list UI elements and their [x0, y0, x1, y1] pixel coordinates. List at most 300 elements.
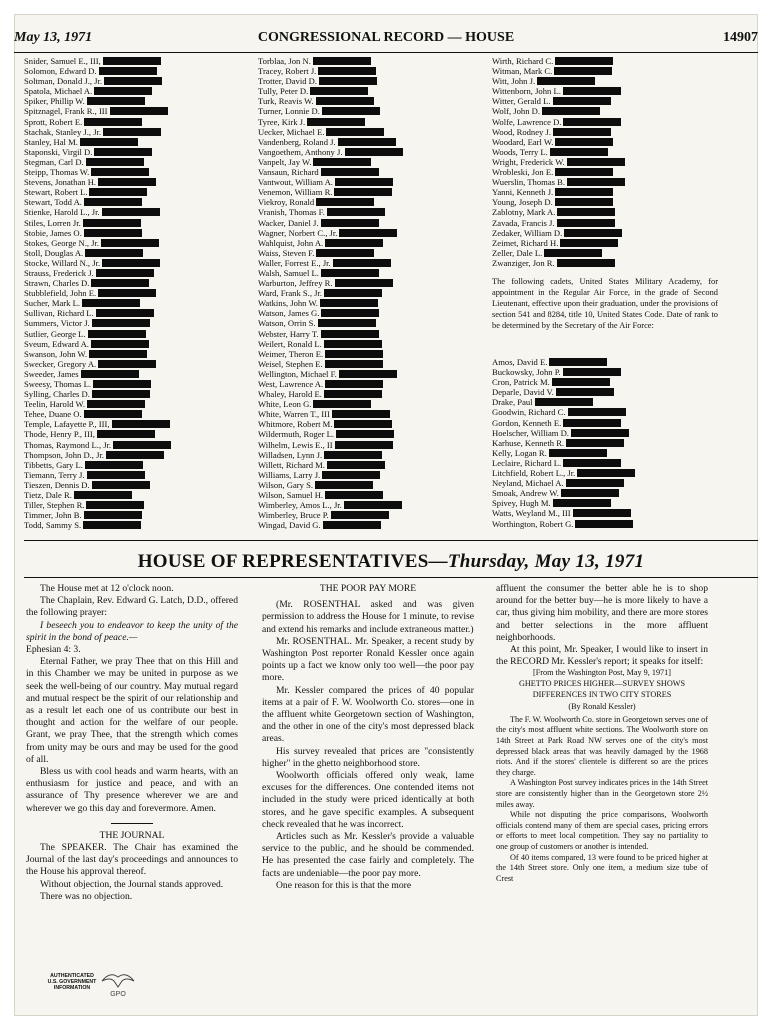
nominee-name: Stevens, Jonathan H. — [24, 177, 97, 188]
nominee-name: Thompson, John D., Jr. — [24, 449, 104, 460]
nominee-name: Zeimet, Richard H. — [492, 237, 559, 248]
nominee-entry — [492, 428, 722, 438]
redacted-ssn — [98, 289, 156, 297]
nominee-name: Sprott, Robert E. — [24, 116, 83, 127]
article-paragraph: A Washington Post survey indicates prices in the 14th Street store are consistently higher than in the Georgetown store 2½ miles away. — [496, 778, 708, 809]
nominee-entry — [258, 329, 488, 339]
nominee-name: Snider, Samuel E., III, — [24, 56, 101, 66]
nominee-name: Goodwin, Richard C. — [492, 407, 566, 418]
nominee-name: Sweeder, James — [24, 368, 79, 379]
redacted-ssn — [563, 118, 621, 126]
nominee-name: Walsh, Samuel L. — [258, 267, 319, 278]
nominee-entry — [24, 187, 234, 197]
nominee-name: Sylling, Charles D. — [24, 389, 90, 400]
nominee-name: Gordon, Kenneth E. — [492, 417, 562, 428]
nominee-name: Williams, Larry J. — [258, 469, 321, 480]
redacted-ssn — [564, 229, 622, 237]
nominee-name: Vanpelt, Jay W. — [258, 156, 312, 167]
nominee-name: Tyree, Kirk J. — [258, 116, 306, 127]
gpo-authentication-stamp — [40, 961, 150, 1007]
redacted-ssn — [335, 441, 393, 449]
redacted-ssn — [84, 229, 142, 237]
nominee-name: Drake, Paul — [492, 397, 533, 408]
nominee-name: Waller, Forrest E., Jr. — [258, 257, 331, 268]
nominee-name: Turner, Lonnie D. — [258, 106, 320, 117]
redacted-ssn — [555, 168, 613, 176]
scripture-quote: I beseech you to endeavor to keep the unity of the spirit in the bond of peace.— — [26, 619, 238, 643]
nominee-name: Swecker, Gregory A. — [24, 358, 97, 369]
header-page-number: 14907 — [723, 30, 758, 45]
redacted-ssn — [563, 87, 621, 95]
nominee-entry — [24, 450, 234, 460]
nominee-name: Woods, Terry L. — [492, 146, 548, 157]
nominee-entry — [258, 137, 488, 147]
nominee-name: Woodard, Earl W. — [492, 136, 554, 147]
redacted-ssn — [94, 148, 152, 156]
nominee-name: Neyland, Michael A. — [492, 478, 564, 489]
nominee-entry — [24, 510, 234, 520]
redacted-ssn — [310, 87, 368, 95]
nominee-entry — [258, 147, 488, 157]
nominee-name: Deparle, David V. — [492, 387, 554, 398]
nominee-entry — [258, 127, 488, 137]
nominee-entry — [24, 177, 234, 187]
redacted-ssn — [332, 410, 390, 418]
nominee-entry — [258, 298, 488, 308]
redacted-ssn — [320, 299, 378, 307]
nominee-name: Tibbetts, Gary L. — [24, 459, 83, 470]
nominee-name: Worthington, Robert G. — [492, 518, 574, 529]
nominee-name: Tully, Peter D. — [258, 86, 309, 97]
nominee-name: Buckowsky, John P. — [492, 367, 561, 378]
nominee-name: Wood, Rodney J. — [492, 126, 551, 137]
redacted-ssn — [327, 208, 385, 216]
nominee-name: Vandenberg, Roland J. — [258, 136, 336, 147]
nominee-name: Whitmore, Robert M. — [258, 419, 333, 430]
nominee-name: Watson, James G. — [258, 308, 320, 319]
redacted-ssn — [96, 269, 154, 277]
nominee-entry — [492, 167, 722, 177]
nominee-entry — [492, 137, 722, 147]
redacted-ssn — [555, 57, 613, 65]
nominee-entry — [492, 106, 722, 116]
nominee-name: Stewart, Robert L. — [24, 187, 88, 198]
nominee-entry — [258, 228, 488, 238]
redacted-ssn — [104, 77, 162, 85]
redacted-ssn — [91, 279, 149, 287]
redacted-ssn — [316, 198, 374, 206]
nominee-entry — [24, 207, 234, 217]
nominee-entry — [24, 409, 234, 419]
text-column-1 — [26, 583, 238, 903]
nominee-entry — [24, 76, 234, 86]
article-paragraph: The F. W. Woolworth Co. store in Georgetown serves one of the city's most affluent white sections. The Woolworth store on 14th Street at Park Road NW serves one of the city's most depressed black areas that was heavily damaged by the 1968 riots. And if the stores' clientele is different so are the prices they charge. — [496, 714, 708, 777]
nominee-name: Venemon, William R. — [258, 187, 333, 198]
nominee-name: Sutlier, George L. — [24, 328, 86, 339]
redacted-ssn — [325, 380, 383, 388]
redacted-ssn — [99, 67, 157, 75]
nominee-entry — [492, 478, 722, 488]
redacted-ssn — [81, 370, 139, 378]
redacted-ssn — [563, 419, 621, 427]
nominee-name: Turk, Reavis W. — [258, 96, 314, 107]
nominee-entry — [492, 187, 722, 197]
header-rule — [14, 52, 758, 53]
header-date: May 13, 1971 — [14, 30, 93, 45]
redacted-ssn — [345, 148, 403, 156]
redacted-ssn — [568, 408, 626, 416]
nominee-entry — [258, 96, 488, 106]
redacted-ssn — [318, 67, 376, 75]
subheading-journal: THE JOURNAL — [99, 829, 165, 841]
nominee-name: Spiker, Phillip W. — [24, 96, 85, 107]
nominee-name: Yanni, Kenneth J. — [492, 187, 554, 198]
nominee-entry — [24, 339, 234, 349]
nominee-entry — [258, 359, 488, 369]
redacted-ssn — [94, 87, 152, 95]
nominee-name: Wrobleski, Jon E. — [492, 167, 554, 178]
nominee-entry — [492, 228, 722, 238]
nominee-entry — [492, 387, 722, 397]
nominee-entry — [24, 218, 234, 228]
redacted-ssn — [560, 239, 618, 247]
nominee-entry — [258, 520, 488, 530]
nominee-name: Tieszen, Dennis D. — [24, 479, 90, 490]
nominee-name: Cron, Patrick M. — [492, 377, 550, 388]
nominee-entry — [492, 357, 722, 367]
nominee-entry — [492, 367, 722, 377]
nominee-name: Tietz, Dale R. — [24, 490, 72, 501]
nominee-entry — [258, 86, 488, 96]
redacted-ssn — [573, 509, 631, 517]
nominee-name: Tiller, Stephen R. — [24, 500, 85, 511]
redacted-ssn — [553, 499, 611, 507]
redacted-ssn — [561, 489, 619, 497]
nominee-entry — [492, 86, 722, 96]
nominee-name: Wellington, Michael F. — [258, 368, 337, 379]
nominee-entry — [258, 369, 488, 379]
nominee-name: Wolf, John D. — [492, 106, 541, 117]
nominee-list-col2 — [258, 56, 488, 530]
paragraph: Without objection, the Journal stands approved. — [40, 878, 224, 890]
nominee-entry — [24, 359, 234, 369]
redacted-ssn — [113, 441, 171, 449]
header-title: CONGRESSIONAL RECORD — HOUSE — [257, 30, 515, 45]
page-header — [14, 30, 758, 50]
redacted-ssn — [83, 219, 141, 227]
redacted-ssn — [557, 208, 615, 216]
redacted-ssn — [87, 400, 145, 408]
nominee-entry — [24, 369, 234, 379]
redacted-ssn — [84, 511, 142, 519]
nominee-name: Wilson, Gary S. — [258, 479, 314, 490]
nominee-entry — [492, 157, 722, 167]
text-column-2 — [262, 583, 474, 892]
nominee-entry — [258, 218, 488, 228]
nominee-name: Vangoethem, Anthony J. — [258, 146, 343, 157]
nominee-entry — [258, 389, 488, 399]
redacted-ssn — [326, 128, 384, 136]
nominee-entry — [258, 268, 488, 278]
cadet-list — [492, 357, 722, 529]
prayer-paragraph: Eternal Father, we pray Thee that on this Hill and in this Chamber we may be united in purpose as we seek the well-being of our country. May mutual regard and mutual respect be the spirit of our relationship and as a result let each one of us contribute our best in thought and action for the welfare of our people. Grant, we pray Thee, that the strength which comes from unity may be ours and may be used for the good of all. — [26, 656, 238, 765]
nominee-name: Steipp, Thomas W. — [24, 167, 90, 178]
nominee-entry — [24, 117, 234, 127]
redacted-ssn — [567, 178, 625, 186]
nominee-name: Weilert, Ronald L. — [258, 338, 322, 349]
nominee-name: Stegman, Carl D. — [24, 156, 84, 167]
nominee-entry — [258, 339, 488, 349]
nominee-entry — [258, 248, 488, 258]
nominee-entry — [492, 147, 722, 157]
nominee-name: Tehee, Duane O. — [24, 409, 82, 420]
redacted-ssn — [87, 97, 145, 105]
paragraph: Mr. ROSENTHAL. Mr. Speaker, a recent study by Washington Post reporter Ronald Kessler once again points up a fact we know only too well—the poor pay more. — [262, 635, 474, 684]
redacted-ssn — [84, 410, 142, 418]
redacted-ssn — [316, 97, 374, 105]
nominee-entry — [24, 86, 234, 96]
nominee-name: Wuerslin, Thomas B. — [492, 177, 566, 188]
nominee-entry — [24, 248, 234, 258]
nominee-entry — [258, 510, 488, 520]
article-source: [From the Washington Post, May 9, 1971] — [533, 668, 671, 678]
nominee-entry — [258, 490, 488, 500]
nominee-entry — [24, 106, 234, 116]
nominee-name: Weisel, Stephen E. — [258, 358, 323, 369]
nominee-name: Ward, Frank S., Jr. — [258, 288, 322, 299]
nominee-name: Vantwout, William A. — [258, 177, 333, 188]
redacted-ssn — [86, 501, 144, 509]
redacted-ssn — [553, 128, 611, 136]
redacted-ssn — [91, 168, 149, 176]
redacted-ssn — [103, 128, 161, 136]
nominee-entry — [258, 66, 488, 76]
nominee-name: Witman, Mark C. — [492, 66, 553, 77]
nominee-name: Timmer, John B. — [24, 510, 82, 521]
nominee-name: Sucher, Mark L. — [24, 298, 80, 309]
paragraph: Mr. Kessler compared the prices of 40 popular items at a pair of F. W. Woolworth Co. stores—one in the affluent white Georgetown section of Washington, and the other in one of the city's most depressed black areas. — [262, 684, 474, 745]
nominee-entry — [24, 480, 234, 490]
nominee-entry — [24, 349, 234, 359]
nominee-entry — [24, 318, 234, 328]
nominee-entry — [258, 480, 488, 490]
redacted-ssn — [325, 360, 383, 368]
nominee-name: Zablotny, Mark A. — [492, 207, 556, 218]
redacted-ssn — [307, 118, 365, 126]
nominee-entry — [24, 490, 234, 500]
nominee-entry — [258, 258, 488, 268]
nominee-name: Spivey, Hugh M. — [492, 498, 551, 509]
nominee-list-col3 — [492, 56, 722, 268]
nominee-name: Staponski, Virgil D. — [24, 146, 93, 157]
redacted-ssn — [85, 461, 143, 469]
redacted-ssn — [91, 340, 149, 348]
redacted-ssn — [321, 269, 379, 277]
redacted-ssn — [544, 249, 602, 257]
redacted-ssn — [334, 420, 392, 428]
nominee-name: Zavada, Francis J. — [492, 217, 555, 228]
redacted-ssn — [339, 370, 397, 378]
nominee-name: Smoak, Andrew W. — [492, 488, 559, 499]
section-rule-bottom — [24, 577, 758, 578]
redacted-ssn — [333, 259, 391, 267]
redacted-ssn — [88, 330, 146, 338]
redacted-ssn — [334, 188, 392, 196]
nominee-name: Stachak, Stanley J., Jr. — [24, 126, 102, 137]
nominee-name: Strawn, Charles D. — [24, 278, 90, 289]
redacted-ssn — [322, 107, 380, 115]
nominee-name: Uecker, Michael E. — [258, 126, 325, 137]
nominee-entry — [492, 508, 722, 518]
nominee-entry — [492, 127, 722, 137]
redacted-ssn — [556, 388, 614, 396]
nominee-entry — [258, 278, 488, 288]
nominee-entry — [492, 519, 722, 529]
redacted-ssn — [321, 330, 379, 338]
nominee-name: Warburton, Jeffrey R. — [258, 278, 333, 289]
nominee-entry — [492, 397, 722, 407]
nominee-name: Viekroy, Ronald — [258, 197, 315, 208]
nominee-entry — [492, 197, 722, 207]
nominee-name: Wilson, Samuel H. — [258, 490, 324, 501]
nominee-entry — [24, 228, 234, 238]
nominee-entry — [258, 167, 488, 177]
redacted-ssn — [321, 168, 379, 176]
paragraph: The House met at 12 o'clock noon. — [40, 583, 174, 594]
nominee-name: Vranish, Thomas F. — [258, 207, 325, 218]
nominee-entry — [258, 419, 488, 429]
nominee-name: Sveum, Edward A. — [24, 338, 89, 349]
redacted-ssn — [102, 208, 160, 216]
nominee-name: Zedaker, William D. — [492, 227, 563, 238]
nominee-entry — [492, 458, 722, 468]
prayer-paragraph: Bless us with cool heads and warm hearts, with an enthusiasm for justice and peace, and with an assurance of Thy presence wherever we are and wherever we go this day and forevermore. Amen. — [26, 766, 238, 814]
nominee-entry — [258, 318, 488, 328]
nominee-name: Wildermuth, Roger L. — [258, 429, 335, 440]
redacted-ssn — [98, 360, 156, 368]
nominee-entry — [258, 177, 488, 187]
nominee-entry — [24, 399, 234, 409]
redacted-ssn — [325, 239, 383, 247]
redacted-ssn — [321, 309, 379, 317]
nominee-name: Stubblefield, John E. — [24, 288, 97, 299]
redacted-ssn — [110, 107, 168, 115]
redacted-ssn — [552, 378, 610, 386]
svg-text:GPO: GPO — [110, 991, 126, 998]
redacted-ssn — [316, 249, 374, 257]
redacted-ssn — [555, 188, 613, 196]
text-column-3 — [496, 583, 708, 884]
nominee-name: Kelly, Logan R. — [492, 447, 547, 458]
redacted-ssn — [85, 249, 143, 257]
cadet-appointment-paragraph: The following cadets, United States Military Academy, for appointment in the Regular Air Force, in the grade of Second Lieutenant, effective upon their graduation, under the provisions of section 541 and 8284, title 10, United States Code. Date of rank to be determined by the Secretary of the Air Force: — [492, 277, 718, 330]
nominee-name: Witter, Gerald L. — [492, 96, 551, 107]
redacted-ssn — [566, 479, 624, 487]
redacted-ssn — [89, 188, 147, 196]
nominee-name: Spatola, Michael A. — [24, 86, 93, 97]
nominee-entry — [492, 218, 722, 228]
nominee-entry — [492, 498, 722, 508]
nominee-name: Wingad, David G. — [258, 520, 321, 531]
redacted-ssn — [550, 148, 608, 156]
nominee-name: Young, Joseph D. — [492, 197, 553, 208]
nominee-name: Litchfield, Robert L., Jr. — [492, 468, 576, 479]
nominee-entry — [258, 470, 488, 480]
nominee-entry — [24, 197, 234, 207]
redacted-ssn — [324, 289, 382, 297]
redacted-ssn — [537, 77, 595, 85]
redacted-ssn — [315, 481, 373, 489]
nominee-name: Amos, David E. — [492, 357, 548, 367]
paragraph: affluent the consumer the better able he is to shop around for the better buy—he is more likely to have a car, thus giving him mobility, and there are more stores and better selections in the more affluent neighborhoods. — [496, 583, 708, 643]
nominee-entry — [492, 438, 722, 448]
article-paragraph: Of 40 items compared, 13 were found to be priced higher at the 14th Street store. Only one item, a medium size tube of Crest — [496, 852, 708, 883]
nominee-entry — [258, 308, 488, 318]
nominee-name: Vansaun, Richard — [258, 167, 319, 178]
nominee-entry — [258, 349, 488, 359]
nominee-name: Thode, Henry P., III, — [24, 429, 95, 440]
redacted-ssn — [325, 491, 383, 499]
redacted-ssn — [84, 118, 142, 126]
nominee-name: Wagner, Norbert C., Jr. — [258, 227, 338, 238]
redacted-ssn — [335, 178, 393, 186]
nominee-entry — [258, 450, 488, 460]
divider — [111, 823, 153, 824]
redacted-ssn — [101, 239, 159, 247]
redacted-ssn — [336, 430, 394, 438]
nominee-name: Hoelscher, William D. — [492, 427, 569, 438]
redacted-ssn — [542, 107, 600, 115]
nominee-name: Watson, Orrin S. — [258, 318, 316, 329]
nominee-name: Whaley, Harold E. — [258, 389, 322, 400]
nominee-entry — [258, 288, 488, 298]
nominee-entry — [492, 117, 722, 127]
paragraph: There was no objection. — [40, 890, 133, 902]
nominee-name: Wimberley, Bruce P. — [258, 510, 329, 521]
nominee-entry — [492, 76, 722, 86]
redacted-ssn — [84, 198, 142, 206]
redacted-ssn — [92, 481, 150, 489]
redacted-ssn — [325, 350, 383, 358]
redacted-ssn — [97, 430, 155, 438]
nominee-name: Wilhelm, Lewis E., II — [258, 439, 333, 450]
nominee-entry — [258, 409, 488, 419]
nominee-entry — [492, 96, 722, 106]
nominee-name: Trotter, David D. — [258, 76, 318, 87]
redacted-ssn — [549, 449, 607, 457]
nominee-name: Webster, Harry T. — [258, 328, 319, 339]
nominee-entry — [492, 66, 722, 76]
redacted-ssn — [83, 521, 141, 529]
nominee-entry — [258, 197, 488, 207]
redacted-ssn — [577, 469, 635, 477]
nominee-entry — [492, 56, 722, 66]
subheading-poor-pay-more: THE POOR PAY MORE — [319, 583, 417, 594]
nominee-name: Torblaa, Jon N. — [258, 56, 311, 66]
redacted-ssn — [106, 451, 164, 459]
nominee-name: Zeller, Dale L. — [492, 247, 543, 258]
nominee-entry — [24, 520, 234, 530]
paragraph: At this point, Mr. Speaker, I would like to insert in the RECORD Mr. Kessler's report; it speaks for itself: — [496, 644, 708, 668]
redacted-ssn — [344, 501, 402, 509]
paragraph: The SPEAKER. The Chair has examined the Journal of the last day's proceedings and announces to the House his approval thereof. — [26, 842, 238, 878]
nominee-name: Wahlquist, John A. — [258, 237, 324, 248]
nominee-entry — [24, 500, 234, 510]
redacted-ssn — [555, 138, 613, 146]
section-title: HOUSE OF REPRESENTATIVES—Thursday, May 13, 1971 — [137, 551, 645, 572]
redacted-ssn — [80, 138, 138, 146]
nominee-entry — [258, 207, 488, 217]
